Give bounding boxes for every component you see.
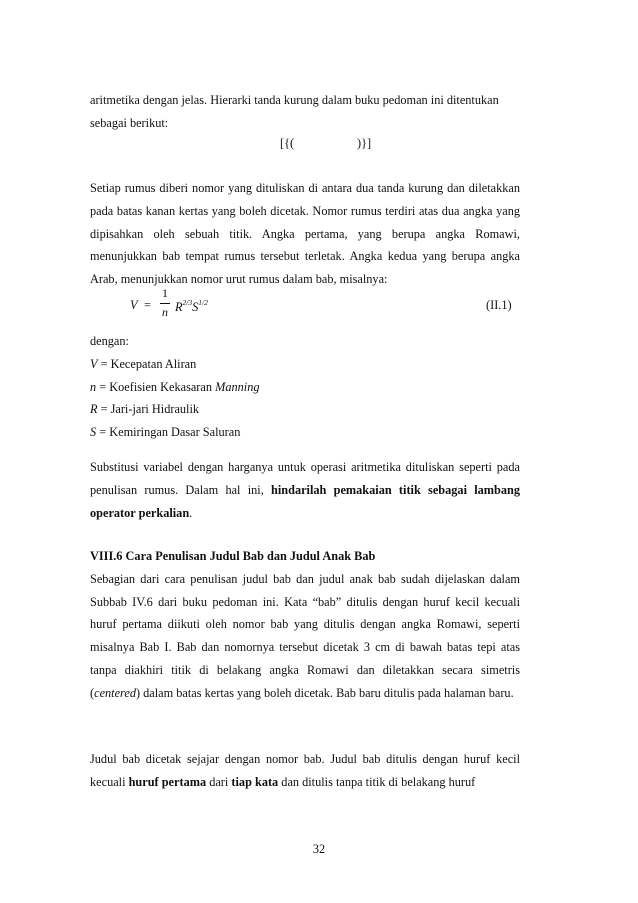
definition-text: = Jari-jari Hidraulik bbox=[97, 402, 200, 417]
formula-rhs bbox=[175, 298, 208, 315]
paragraph-intro bbox=[90, 89, 520, 135]
equation-number: (II.1) bbox=[486, 298, 512, 312]
formula-denominator: n bbox=[162, 305, 168, 319]
definition-row bbox=[90, 353, 520, 376]
definition-italic-term: Manning bbox=[215, 379, 260, 394]
definition-row bbox=[90, 421, 520, 444]
section-viii-6 bbox=[90, 545, 520, 705]
chapter-title-italic: centered bbox=[94, 685, 136, 700]
manning-formula bbox=[130, 288, 530, 328]
rules-text-c: dan ditulis tanpa titik di belakang huruf bbox=[278, 774, 476, 789]
formula-r: R bbox=[175, 300, 183, 314]
definition-text: = Kemiringan Dasar Saluran bbox=[96, 425, 241, 440]
rules-bold-first-letter: huruf pertama bbox=[128, 774, 207, 789]
page-number: 32 bbox=[312, 842, 326, 856]
section-heading-text: VIII.6 Cara Penulisan Judul Bab dan Judul Anak Bab bbox=[90, 549, 376, 563]
substitution-bold-warning: hindarilah pemakaian titik sebagai lambang operator perkalian bbox=[90, 482, 521, 520]
chapter-title-text: Sebagian dari cara penulisan judul bab dan judul anak bab sudah dijelaskan dalam Subbab IV.6 dari buku pedoman ini. Kata “bab” ditulis dengan huruf kecil kecuali huruf pertama diikuti oleh nomor bab yang ditulis dengan angka Romawi, seperti misalnya Bab I. Bab dan nomornya tersebut dicetak 3 cm di bawah batas tepi atas tanpa diakhiri titik di belakang angka Romawi dan diletakkan secara simetris ( bbox=[90, 571, 520, 700]
formula-lhs: V bbox=[130, 298, 138, 312]
rules-text-b: dari bbox=[206, 774, 232, 789]
definition-symbol: R bbox=[90, 402, 98, 417]
rules-bold-each-word: tiap kata bbox=[231, 774, 279, 789]
definition-text: = Koefisien Kekasaran bbox=[96, 379, 216, 394]
substitution-text: Substitusi variabel dengan harganya untuk operasi aritmetika dituliskan seperti pada penulisan rumus. Dalam hal ini, bbox=[90, 460, 520, 497]
substitution-end: . bbox=[189, 505, 193, 520]
chapter-title-text-end: ) dalam batas kertas yang boleh dicetak. Bab baru ditulis pada halaman baru. bbox=[135, 685, 514, 700]
formula-numerator: 1 bbox=[162, 286, 168, 300]
paragraph-substitution-text bbox=[90, 456, 520, 524]
formula-s-exponent: 1/2 bbox=[198, 298, 208, 307]
formula-s: S bbox=[192, 300, 199, 314]
definition-symbol: S bbox=[90, 425, 97, 440]
definition-row bbox=[90, 398, 520, 421]
section-heading bbox=[90, 545, 520, 568]
paragraph-intro-line1: aritmetika dengan jelas. Hierarki tanda kurung dalam buku pedoman ini ditentukan bbox=[90, 93, 499, 107]
paragraph-chapter-heading-rules bbox=[90, 748, 520, 794]
paragraph-formula-numbering bbox=[90, 177, 520, 291]
paragraph-chapter-title bbox=[90, 568, 520, 705]
dengan-label: dengan: bbox=[90, 334, 129, 348]
definition-symbol: V bbox=[90, 356, 98, 371]
definitions-block bbox=[90, 330, 520, 444]
bracket-open: [{( bbox=[280, 136, 295, 150]
formula-r-exponent: 2/3 bbox=[182, 298, 193, 307]
definition-row bbox=[90, 376, 520, 399]
chapter-heading-rules-text bbox=[90, 748, 520, 794]
fraction-bar bbox=[160, 303, 170, 304]
rules-text-a: Judul bab dicetak sejajar dengan nomor bab. Judul bab ditulis dengan huruf kecil kecuali bbox=[90, 752, 520, 789]
paragraph-intro-line2: sebagai berikut: bbox=[90, 115, 169, 130]
paragraph-substitution bbox=[90, 456, 520, 524]
paragraph-formula-numbering-text: Setiap rumus diberi nomor yang dituliskan di antara dua tanda kurung dan diletakkan pada batas kanan kertas yang boleh dicetak. Nomor rumus terdiri atas dua angka yang dipisahkan oleh sebuah titik. Angka pertama, yang berupa angka Romawi, menunjukkan bab tempat rumus tersebut terletak. Angka kedua yang berupa angka Arab, menunjukkan nomor urut rumus dalam bab, misalnya: bbox=[90, 181, 520, 287]
definition-symbol: n bbox=[90, 379, 97, 394]
definition-text: = Kecepatan Aliran bbox=[97, 356, 197, 371]
bracket-close: )}] bbox=[357, 136, 372, 150]
formula-equals: = bbox=[144, 298, 151, 312]
